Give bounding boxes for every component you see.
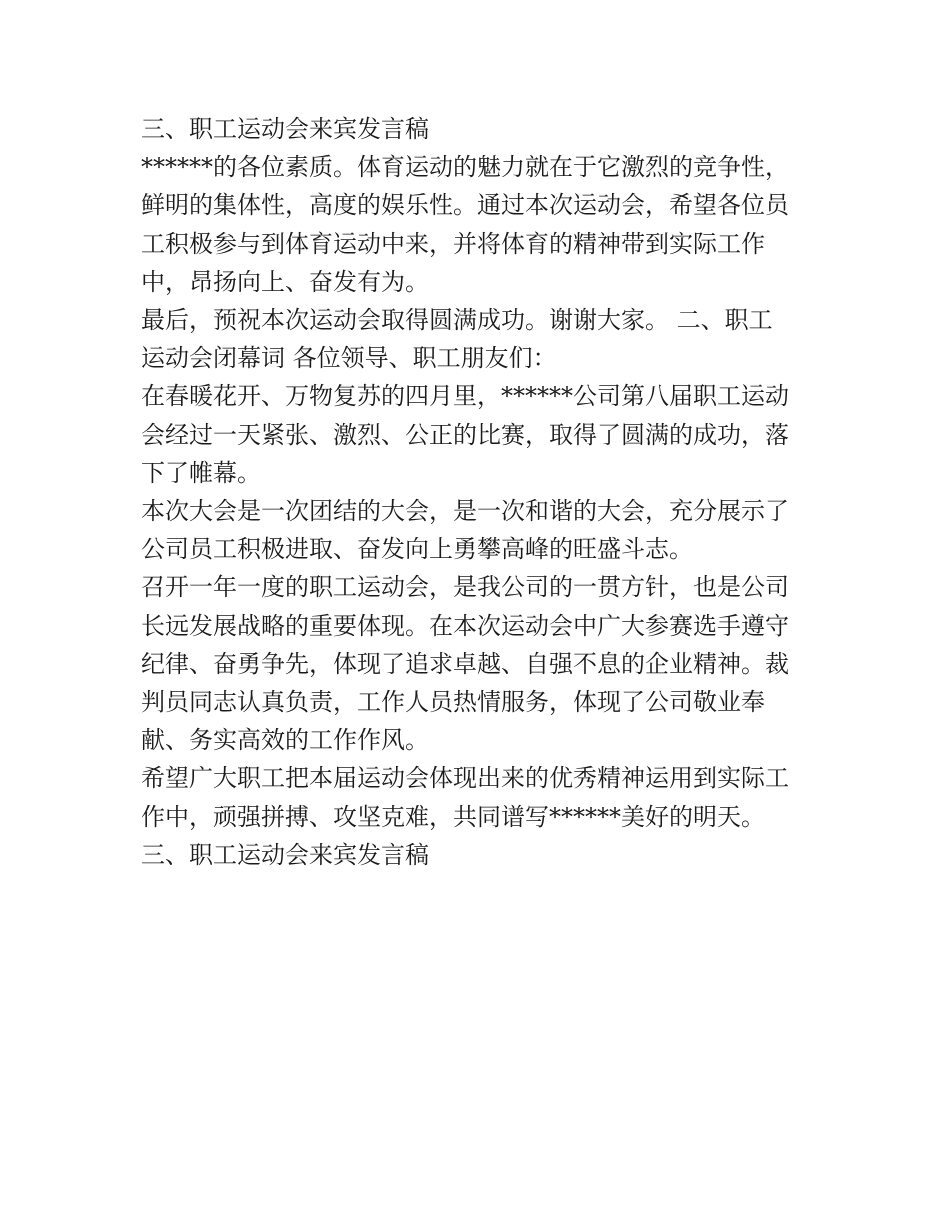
text-line: 工积极参与到体育运动中来，并将体育的精神带到实际工作: [141, 229, 765, 258]
text-line: 下了帷幕。: [141, 458, 261, 487]
text-line: 纪律、奋勇争先，体现了追求卓越、自强不息的企业精神。裁: [141, 649, 789, 678]
text-line: 希望广大职工把本届运动会体现出来的优秀精神运用到实际工: [141, 764, 789, 793]
text-line: ******的各位素质。体育运动的魅力就在于它激烈的竞争性，: [141, 153, 789, 182]
text-line: 本次大会是一次团结的大会，是一次和谐的大会，充分展示了: [141, 497, 789, 526]
text-line: 会经过一天紧张、激烈、公正的比赛，取得了圆满的成功，落: [141, 420, 789, 449]
section-heading: 三、职工运动会来宾发言稿: [141, 840, 429, 869]
text-line: 召开一年一度的职工运动会，是我公司的一贯方针，也是公司: [141, 573, 789, 602]
document-body: [141, 110, 816, 874]
text-line: 作中，顽强拼搏、攻坚克难，共同谱写******美好的明天。: [141, 802, 765, 831]
text-line: 在春暖花开、万物复苏的四月里，******公司第八届职工运动: [141, 382, 789, 411]
text-line: 鲜明的集体性，高度的娱乐性。通过本次运动会，希望各位员: [141, 191, 789, 220]
text-line: 公司员工积极进取、奋发向上勇攀高峰的旺盛斗志。: [141, 535, 693, 564]
text-line: 长远发展战略的重要体现。在本次运动会中广大参赛选手遵守: [141, 611, 789, 640]
section-heading: 三、职工运动会来宾发言稿: [141, 115, 429, 143]
text-line: 中，昂扬向上、奋发有为。: [141, 267, 429, 296]
text-line: 献、务实高效的工作作风。: [141, 726, 429, 755]
text-line: 最后，预祝本次运动会取得圆满成功。谢谢大家。 二、职工: [141, 306, 773, 335]
text-line: 判员同志认真负责，工作人员热情服务，体现了公司敬业奉: [141, 688, 765, 717]
text-line: 运动会闭幕词 各位领导、职工朋友们：: [141, 344, 557, 373]
